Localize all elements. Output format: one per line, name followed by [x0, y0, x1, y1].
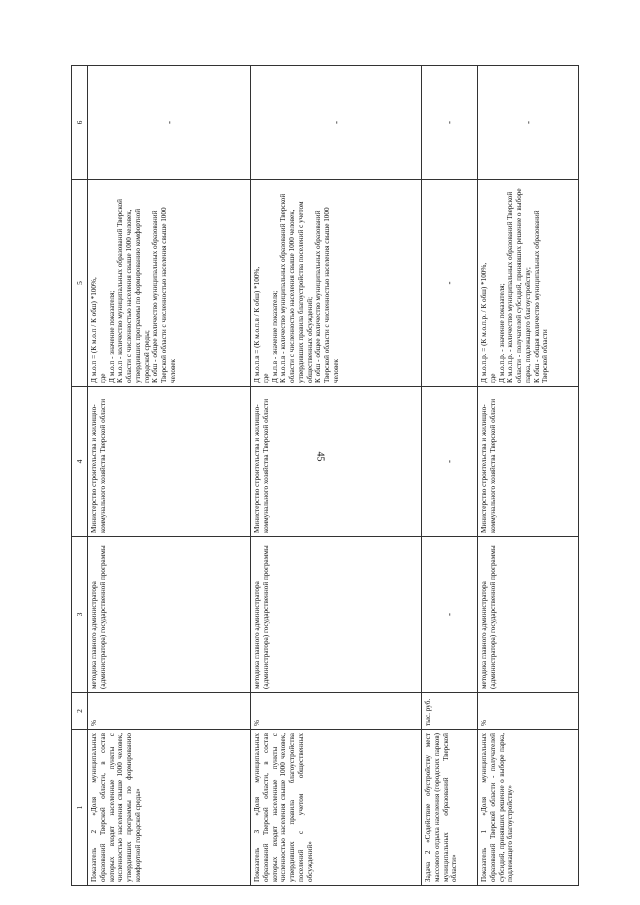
header-col-2: 2	[72, 693, 88, 730]
indicator-name: Показатель 3 «Доля муниципальных образований Тверской области, в состав которых входят населенные пункты с численностью населения свыше 1000 человек, утвердивших правила благоустройства поселений с учетом общественных обсуждений»	[251, 730, 422, 886]
header-col-5: 5	[72, 180, 88, 387]
notes: -	[88, 66, 251, 180]
header-col-6: 6	[72, 66, 88, 180]
header-col-1: 1	[72, 730, 88, 886]
formula-line: К м.о.п - количество муниципальных образований Тверской области с численностью населения свыше 1000 человек, утвердивших программы по формированию комфортной городской среды;	[116, 198, 151, 383]
formula-line: где	[261, 373, 270, 383]
method-source: -	[422, 537, 478, 693]
method-source: методика главного администратора (администратора) государственной программы	[478, 537, 579, 693]
table-header-row	[72, 66, 88, 886]
formula-line: где	[98, 373, 107, 383]
header-col-3: 3	[72, 537, 88, 693]
responsible-body: Министерство строительства и жилищно-коммунального хозяйства Тверской области	[88, 387, 251, 537]
formula-line: Д м.о.п = (К м.о.п / К обш) *100%,	[90, 277, 98, 383]
responsible-body: -	[422, 387, 478, 537]
table-row	[422, 66, 478, 886]
method-source: методика главного администратора (администратора) государственной программы	[88, 537, 251, 693]
formula-line: К м.о.п.р. - количество муниципальных образований Тверской области - получателей субсидий, принявших решение о выборе парка, подлежащего благоустройству;	[506, 188, 532, 383]
table-row	[251, 66, 422, 886]
unit: %	[251, 693, 422, 730]
indicator-name: Показатель 1 «Доля муниципальных образований Тверской области - получателей субсидий, принявших решение о выборе парка, подлежащего благоустройству»	[478, 730, 579, 886]
notes: -	[422, 66, 478, 180]
formula-line: где	[488, 373, 497, 383]
formula-line: К обш - общая количество муниципальных образований Тверской области	[532, 210, 550, 383]
rotated-table-container	[71, 66, 579, 886]
formula-cell	[251, 180, 422, 387]
unit: %	[478, 693, 579, 730]
formula-line: Д м.о.п.р. - значение показателя;	[497, 283, 506, 383]
formula-cell	[88, 180, 251, 387]
formula-line: К обш - общее количество муниципальных образований Тверской области с численностью населения свыше 1000 человек	[314, 207, 341, 383]
unit: %	[88, 693, 251, 730]
formula-line: К м.о.п.в - количество муниципальных образований Тверской области с численностью населения свыше 1000 человек, утвердивших правила благоустройства поселений с учетом общественных обсуждений;	[279, 193, 314, 383]
responsible-body: Министерство строительства и жилищно-коммунального хозяйства Тверской области	[251, 387, 422, 537]
table-row	[478, 66, 579, 886]
formula-line: Д м.о.п.р. = (К м.о.п.р. / К обш) *100%,	[480, 262, 488, 383]
formula-cell: -	[422, 180, 478, 387]
table-row	[88, 66, 251, 886]
unit: тыс. руб.	[422, 693, 478, 730]
notes: -	[478, 66, 579, 180]
method-source: методика главного администратора (администратора) государственной программы	[251, 537, 422, 693]
formula-line: Д м.о.п.в = (К м.о.п.в / К обш) *100%,	[253, 266, 261, 383]
formula-line: К обш - общее количество муниципальных образований Тверской области с численностью населения свыше 1000 человек	[151, 207, 178, 383]
notes: -	[251, 66, 422, 180]
indicator-methodology-table	[71, 65, 579, 886]
header-col-4: 4	[72, 387, 88, 537]
formula-line: Д м.о.п - значение показателя;	[107, 290, 116, 383]
formula-cell	[478, 180, 579, 387]
indicator-name: Показатель 2 «Доля муниципальных образований Тверской области, в состав которых входят населенные пункты с численностью населения свыше 1000 человек, утвердивших программы по формированию комфортной городской среды»	[88, 730, 251, 886]
page-number: 45	[314, 451, 326, 462]
responsible-body: Министерство строительства и жилищно-коммунального хозяйства Тверской области	[478, 387, 579, 537]
formula-line: Д м.п.в - значение показателя;	[270, 290, 279, 383]
task-name: Задача 2 «Содействие обустройству мест массового отдыха населения (городских парков) муниципальных образований Тверской области»	[422, 730, 478, 886]
